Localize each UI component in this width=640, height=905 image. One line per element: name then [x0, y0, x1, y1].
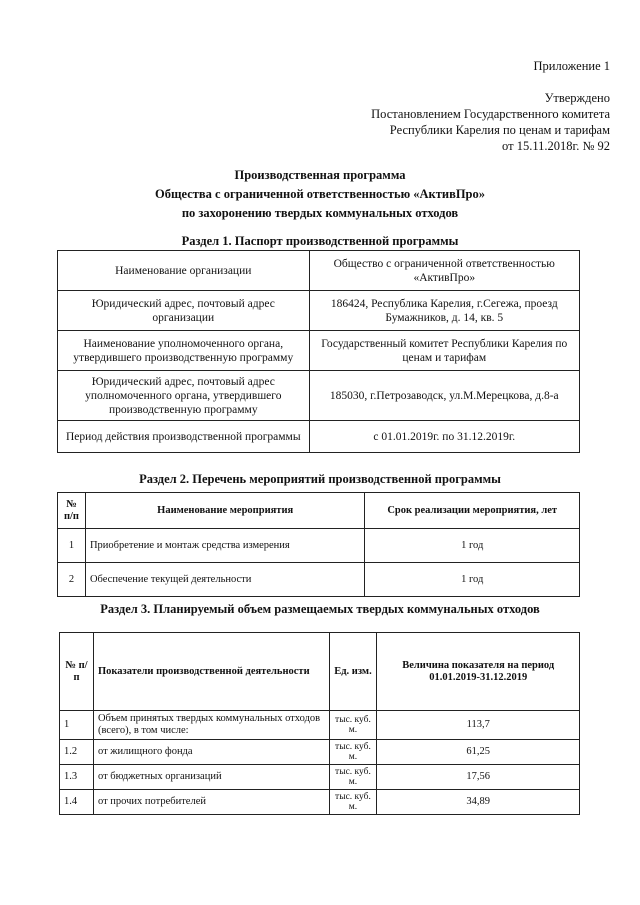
approval-line: Утверждено [544, 91, 610, 105]
header-term: Срок реализации мероприятия, лет [365, 493, 580, 529]
cell-unit: тыс. куб. м. [329, 765, 377, 790]
table-row [58, 291, 580, 331]
title-line: по захоронению твердых коммунальных отходов [181, 206, 459, 220]
section3-heading: Раздел 3. Планируемый объем размещаемых твердых коммунальных отходов [100, 602, 540, 616]
passport-label: Наименование уполномоченного органа, утвердившего производственную программу [58, 331, 310, 371]
approval-line: от 15.11.2018г. № 92 [502, 139, 610, 153]
header-unit: Ед. изм. [329, 633, 377, 711]
passport-value: с 01.01.2019г. по 31.12.2019г. [309, 421, 579, 453]
section2-heading: Раздел 2. Перечень мероприятий производственной программы [139, 472, 501, 486]
document-title [0, 166, 640, 223]
table-row [58, 563, 580, 597]
cell-indicator: от бюджетных организаций [93, 765, 329, 790]
cell-num: 1 [58, 529, 86, 563]
table-header-row [60, 633, 580, 711]
table-row [58, 331, 580, 371]
volume-table [59, 632, 580, 815]
cell-num: 1.2 [60, 740, 94, 765]
table-row [58, 421, 580, 453]
table-row [60, 711, 580, 740]
cell-name: Обеспечение текущей деятельности [85, 563, 364, 597]
cell-value: 34,89 [377, 790, 580, 815]
passport-table [57, 250, 580, 453]
cell-value: 113,7 [377, 711, 580, 740]
activities-table [57, 492, 580, 597]
header-value: Величина показателя на период 01.01.2019-31.12.2019 [377, 633, 580, 711]
passport-value: Государственный комитет Республики Карелия по ценам и тарифам [309, 331, 579, 371]
passport-value: Общество с ограниченной ответственностью «АктивПро» [309, 251, 579, 291]
table-row [60, 790, 580, 815]
header-indicator: Показатели производственной деятельности [93, 633, 329, 711]
cell-value: 61,25 [377, 740, 580, 765]
passport-label: Юридический адрес, почтовый адрес уполномоченного органа, утвердившего производственную программу [58, 371, 310, 421]
header-num: № п/п [58, 493, 86, 529]
cell-unit: тыс. куб. м. [329, 790, 377, 815]
cell-indicator: от прочих потребителей [93, 790, 329, 815]
passport-value: 185030, г.Петрозаводск, ул.М.Мерецкова, д.8-а [309, 371, 579, 421]
cell-indicator: Объем принятых твердых коммунальных отходов (всего), в том числе: [93, 711, 329, 740]
title-line: Производственная программа [234, 168, 406, 182]
header-num: № п/п [60, 633, 94, 711]
header-name: Наименование мероприятия [85, 493, 364, 529]
table-row [58, 371, 580, 421]
cell-num: 1 [60, 711, 94, 740]
cell-num: 1.4 [60, 790, 94, 815]
title-line: Общества с ограниченной ответственностью «АктивПро» [154, 187, 485, 201]
cell-num: 2 [58, 563, 86, 597]
table-row [58, 251, 580, 291]
cell-indicator: от жилищного фонда [93, 740, 329, 765]
passport-label: Период действия производственной программы [58, 421, 310, 453]
passport-value: 186424, Республика Карелия, г.Сегежа, проезд Бумажников, д. 14, кв. 5 [309, 291, 579, 331]
cell-unit: тыс. куб. м. [329, 740, 377, 765]
passport-label: Наименование организации [58, 251, 310, 291]
table-row [60, 765, 580, 790]
cell-unit: тыс. куб. м. [329, 711, 377, 740]
table-row [60, 740, 580, 765]
approval-block [371, 90, 610, 154]
table-row [58, 529, 580, 563]
approval-line: Постановлением Государственного комитета [371, 107, 610, 121]
cell-term: 1 год [365, 529, 580, 563]
passport-label: Юридический адрес, почтовый адрес организации [58, 291, 310, 331]
section1-heading: Раздел 1. Паспорт производственной программы [181, 234, 459, 248]
table-header-row [58, 493, 580, 529]
cell-value: 17,56 [377, 765, 580, 790]
approval-line: Республики Карелия по ценам и тарифам [389, 123, 610, 137]
appendix-label: Приложение 1 [533, 59, 610, 73]
cell-num: 1.3 [60, 765, 94, 790]
cell-name: Приобретение и монтаж средства измерения [85, 529, 364, 563]
cell-term: 1 год [365, 563, 580, 597]
